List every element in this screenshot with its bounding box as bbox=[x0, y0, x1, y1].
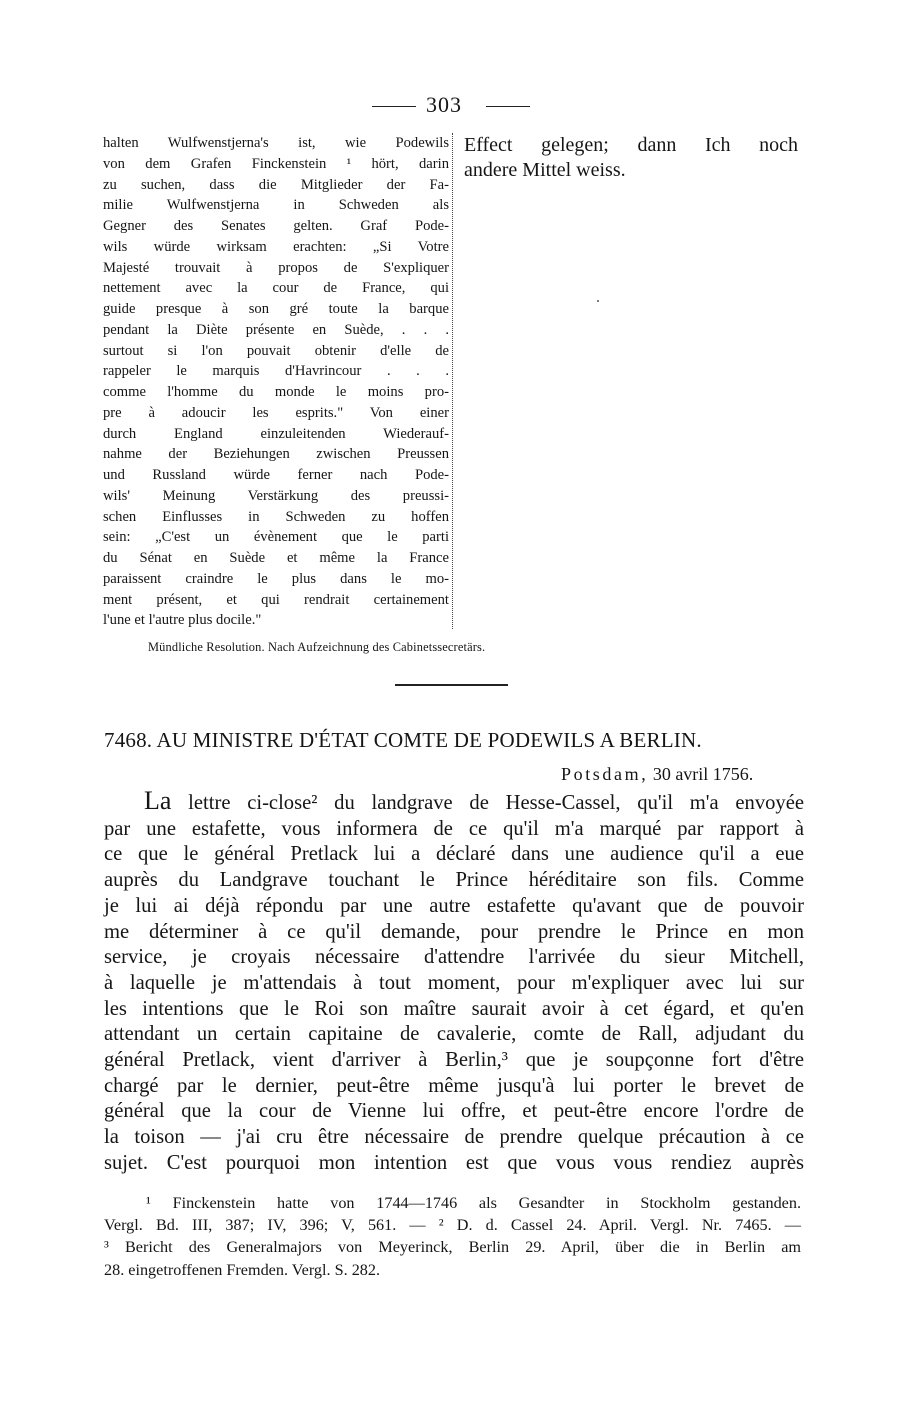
left-column-line: guide presque à son gré toute la barque bbox=[103, 301, 449, 317]
letter-initial-word: La bbox=[144, 786, 172, 815]
footnote-line: ³ Bericht des Generalmajors von Meyerinck, Berlin 29. April, über die in Berlin am bbox=[104, 1238, 801, 1257]
letter-body-line: auprès du Landgrave touchant le Prince héréditaire son fils. Comme bbox=[104, 869, 804, 892]
left-column-line: nettement avec la cour de France, qui bbox=[103, 280, 449, 297]
left-column-line: pre à adoucir les esprits." Von einer bbox=[103, 404, 449, 421]
left-column-line: zu suchen, dass die Mitglieder der Fa- bbox=[103, 176, 449, 193]
header-dash-right bbox=[486, 106, 530, 107]
left-column-line: pendant la Diète présente en Suède, . . . bbox=[103, 321, 449, 338]
left-column-line: comme l'homme du monde le moins pro- bbox=[103, 384, 449, 400]
dateline-place: Potsdam, bbox=[561, 764, 649, 784]
left-column-line: Gegner des Senates gelten. Graf Pode- bbox=[103, 218, 449, 234]
left-column-line: wils' Meinung Verstärkung des preussi- bbox=[103, 487, 449, 504]
ink-speck bbox=[597, 300, 599, 302]
left-column-line: sein: „C'est un évènement que le parti bbox=[103, 529, 449, 546]
left-column-line: milie Wulfwenstjerna in Schweden als bbox=[103, 197, 449, 214]
left-column-line: ment présent, et qui rendrait certainement bbox=[103, 591, 449, 608]
letter-body-line: la toison — j'ai cru être nécessaire de prendre quelque précaution à ce bbox=[104, 1126, 804, 1149]
letter-body-line: général Pretlack, vient d'arriver à Berlin,³ que je soupçonne fort d'être bbox=[104, 1049, 804, 1072]
right-column-line: Effect gelegen; dann Ich noch bbox=[464, 134, 798, 156]
dateline-date: 30 avril 1756. bbox=[652, 764, 754, 784]
left-commentary-column bbox=[103, 133, 449, 631]
footnotes bbox=[104, 1192, 801, 1281]
page-header bbox=[360, 92, 530, 120]
letter-first-line-text: lettre ci-close² du landgrave de Hesse-Cassel, qu'il m'a envoyée bbox=[171, 792, 804, 814]
left-column-line: l'une et l'autre plus docile." bbox=[103, 612, 262, 629]
letter-body-line: les intentions que le Roi son maître saurait avoir à cet égard, et qu'en bbox=[104, 997, 804, 1020]
left-column-line: halten Wulfwenstjerna's ist, wie Podewils bbox=[103, 135, 449, 151]
letter-body-line bbox=[104, 788, 804, 817]
left-column-line: wils würde wirksam erachten: „Si Votre bbox=[103, 238, 449, 255]
left-column-line: durch England einzuleitenden Wiederauf- bbox=[103, 425, 449, 442]
left-column-line: du Sénat en Suède et même la France bbox=[103, 550, 449, 566]
letter-body-line: général que la cour de Vienne lui offre, et peut-être encore l'ordre de bbox=[104, 1100, 804, 1123]
left-column-line: surtout si l'on pouvait obtenir d'elle de bbox=[103, 342, 449, 359]
letter-dateline bbox=[561, 764, 753, 785]
letter-body-line: chargé par le dernier, peut-être même jusqu'à lui porter le brevet de bbox=[104, 1074, 804, 1097]
left-column-line: Majesté trouvait à propos de S'expliquer bbox=[103, 259, 449, 276]
letter-body-line: ce que le général Pretlack lui a déclaré dans une audience qu'il a eue bbox=[104, 843, 804, 866]
footnote-line: Vergl. Bd. III, 387; IV, 396; V, 561. — ² D. d. Cassel 24. April. Vergl. Nr. 7465. — bbox=[104, 1216, 801, 1235]
letter-body-line: me déterminer à ce qu'il demande, pour prendre le Prince en mon bbox=[104, 920, 804, 943]
right-column-line: andere Mittel weiss. bbox=[464, 159, 626, 181]
left-column-line: paraissent craindre le plus dans le mo- bbox=[103, 570, 449, 587]
letter-body-line: attendant un certain capitaine de cavalerie, comte de Rall, adjudant du bbox=[104, 1023, 804, 1046]
left-column-line: rappeler le marquis d'Havrincour . . . bbox=[103, 363, 449, 380]
column-divider bbox=[452, 133, 453, 629]
footnote-line: 28. eingetroffenen Fremden. Vergl. S. 282. bbox=[104, 1260, 381, 1279]
right-reply-column bbox=[464, 133, 798, 183]
letter-body-line: à laquelle je m'attendais à tout moment, pour m'expliquer avec lui sur bbox=[104, 971, 804, 994]
letter-body-line: je lui ai déjà répondu par une autre estafette qu'avant que de pouvoir bbox=[104, 894, 804, 917]
letter-body bbox=[104, 788, 804, 1177]
left-column-line: von dem Grafen Finckenstein ¹ hört, darin bbox=[103, 155, 449, 172]
letter-body-line: sujet. C'est pourquoi mon intention est que vous vous rendiez auprès bbox=[104, 1151, 804, 1174]
left-column-line: nahme der Beziehungen zwischen Preussen bbox=[103, 446, 449, 463]
section-separator bbox=[395, 684, 508, 686]
letter-body-line: service, je croyais nécessaire d'attendre l'arrivée du sieur Mitchell, bbox=[104, 946, 804, 969]
footnote-line: ¹ Finckenstein hatte von 1744—1746 als Gesandter in Stockholm gestanden. bbox=[146, 1194, 801, 1212]
page-number: 303 bbox=[426, 92, 462, 117]
letter-heading: 7468. AU MINISTRE D'ÉTAT COMTE DE PODEWILS A BERLIN. bbox=[104, 728, 702, 752]
left-column-line: schen Einflusses in Schweden zu hoffen bbox=[103, 508, 449, 525]
resolution-note: Mündliche Resolution. Nach Aufzeichnung des Cabinetssecretärs. bbox=[148, 640, 486, 654]
header-dash-left bbox=[372, 106, 416, 107]
letter-body-line: par une estafette, vous informera de ce qu'il m'a marqué par rapport à bbox=[104, 817, 804, 840]
left-column-line: und Russland würde ferner nach Pode- bbox=[103, 467, 449, 483]
